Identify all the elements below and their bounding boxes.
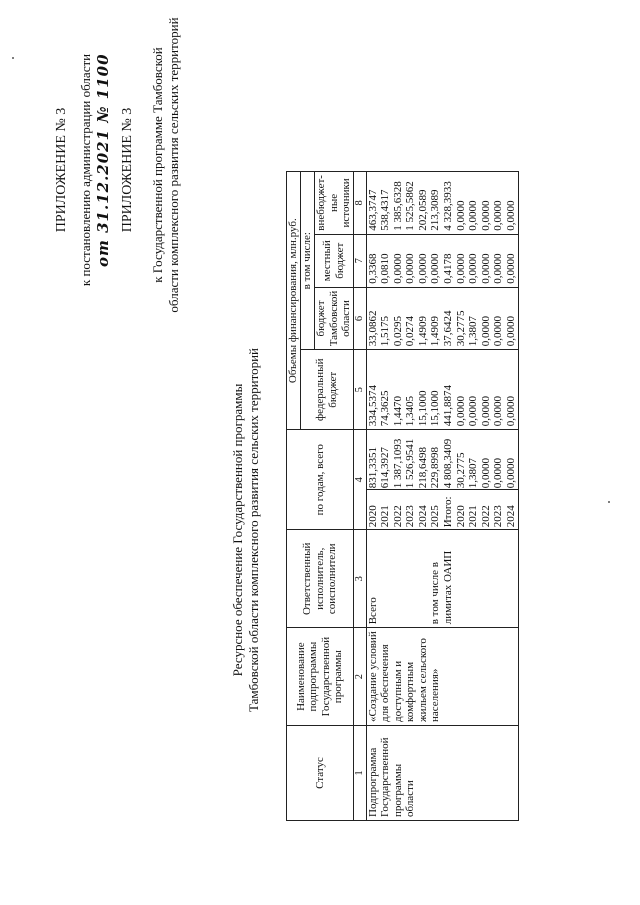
year-label: 2020 [366, 505, 379, 528]
regional-value: 33,0862 [366, 310, 379, 347]
local-value: 0,0000 [505, 253, 518, 284]
year-label: 2021 [467, 505, 480, 528]
local-value: 0,0000 [454, 253, 467, 284]
regional-value: 1,4909 [429, 316, 442, 347]
extra-value: 213,3089 [429, 189, 442, 231]
federal-value: 0,0000 [492, 396, 505, 427]
total-value: 831,3351 [366, 447, 379, 489]
regional-value: 0,0274 [404, 316, 417, 347]
year-label: 2025 [429, 505, 442, 528]
year-label: 2020 [454, 505, 467, 528]
regional-value: 37,6424 [442, 310, 455, 347]
local-value: 0,0000 [391, 253, 404, 284]
executor-cell [366, 530, 518, 628]
decree-date-handwritten: от 31.12.2021 № 1100 [94, 53, 112, 267]
local-column [366, 234, 518, 287]
column-number: 3 [353, 530, 366, 628]
local-value: 0,4178 [442, 253, 455, 284]
extra-value: 538,4317 [379, 189, 392, 231]
regional-value: 0,0000 [479, 316, 492, 347]
document-title-line2: Тамбовской области комплексного развития сельских территорий [246, 347, 261, 713]
column-number: 2 [353, 628, 366, 726]
subprogram-line: доступным и [391, 660, 404, 722]
total-value: 1,3807 [467, 458, 480, 489]
subprogram-line: населения» [429, 668, 442, 722]
scan-speck [608, 501, 610, 503]
header-federal: федеральный бюджет [301, 350, 354, 430]
federal-value: 0,0000 [454, 396, 467, 427]
local-value: 0,0810 [379, 253, 392, 284]
year-label: 2024 [416, 505, 429, 528]
regional-value: 0,0000 [492, 316, 505, 347]
year-label: Итого: [442, 496, 455, 528]
extra-value: 1 385,6328 [391, 181, 404, 231]
total-by-year-column [366, 430, 518, 490]
federal-value: 15,1000 [416, 390, 429, 427]
regional-value: 1,4909 [416, 316, 429, 347]
status-line: Подпрограмма [366, 747, 379, 817]
year-label: 2022 [391, 505, 404, 528]
header-by-year: по годам, всего [287, 430, 354, 530]
document-title-line1: Ресурсное обеспечение Государственной программы [230, 383, 245, 677]
extra-value: 0,0000 [467, 200, 480, 231]
extra-value: 0,0000 [492, 200, 505, 231]
local-value: 0,0000 [479, 253, 492, 284]
subprogram-line: жильем сельского [416, 638, 429, 722]
header-subprogram: Наименование подпрограммы Государственной программы [287, 628, 354, 726]
federal-value: 15,1000 [429, 390, 442, 427]
appendix-title: ПРИЛОЖЕНИЕ № 3 [54, 107, 69, 233]
column-number: 5 [353, 350, 366, 430]
local-value: 0,0000 [404, 253, 417, 284]
resource-table [286, 171, 519, 821]
total-value: 218,6498 [416, 447, 429, 489]
local-value: 0,0000 [492, 253, 505, 284]
regional-value: 1,3807 [467, 316, 480, 347]
years-column [366, 490, 518, 530]
executor-oaip-line: в том числе в [429, 562, 442, 625]
extra-value: 202,0589 [416, 189, 429, 231]
federal-value: 0,0000 [467, 396, 480, 427]
federal-value: 1,4470 [391, 396, 404, 427]
status-line: Государственной [379, 737, 392, 817]
regional-value: 30,2775 [454, 310, 467, 347]
total-value: 4 808,3409 [442, 438, 455, 489]
status-line: программы [391, 763, 404, 817]
header-local: местный бюджет [315, 234, 354, 287]
year-label: 2021 [379, 505, 392, 528]
federal-value: 0,0000 [505, 396, 518, 427]
subprogram-line: комфортным [404, 661, 417, 722]
regional-value: 0,0000 [505, 316, 518, 347]
executor-total-label: Всего [366, 597, 379, 625]
regional-value: 0,0295 [391, 316, 404, 347]
regional-column [366, 287, 518, 350]
extra-value: 1 525,5862 [404, 181, 417, 231]
total-value: 0,0000 [479, 458, 492, 489]
scan-speck [12, 57, 14, 59]
total-value: 30,2775 [454, 452, 467, 489]
extra-value: 4 328,3933 [442, 181, 455, 231]
federal-value: 441,8874 [442, 385, 455, 427]
federal-column [366, 350, 518, 430]
header-funding: Объемы финансирования, млн.руб. [287, 172, 301, 430]
appendix-title-2: ПРИЛОЖЕНИЕ № 3 [120, 107, 135, 233]
decree-reference: к постановлению администрации области [78, 53, 93, 287]
regional-value: 1,5175 [379, 316, 392, 347]
program-reference-line2: области комплексного развития сельских территорий [166, 17, 181, 313]
year-label: 2023 [492, 505, 505, 528]
header-executor: Ответственный исполнитель, соисполнители [287, 530, 354, 628]
header-status: Статус [287, 726, 354, 821]
extra-value: 0,0000 [505, 200, 518, 231]
total-value: 229,8998 [429, 447, 442, 489]
total-value: 1 387,1093 [391, 438, 404, 489]
subprogram-line: «Создание условий [366, 631, 379, 722]
total-value: 0,0000 [492, 458, 505, 489]
federal-value: 1,3405 [404, 396, 417, 427]
spacer [379, 533, 429, 624]
column-number: 4 [353, 430, 366, 530]
year-label: 2024 [505, 505, 518, 528]
column-number: 7 [353, 234, 366, 287]
local-value: 0,0000 [429, 253, 442, 284]
header-regional: бюджет Тамбовской области [315, 287, 354, 350]
federal-value: 334,5374 [366, 385, 379, 427]
subprogram-line: для обеспечения [379, 644, 392, 722]
federal-value: 0,0000 [479, 396, 492, 427]
extra-value: 463,3747 [366, 189, 379, 231]
column-number: 6 [353, 287, 366, 350]
header-extra: внебюджет- ные источники [315, 172, 354, 235]
federal-value: 74,3625 [379, 390, 392, 427]
program-reference-line1: к Государственной программе Тамбовской [150, 47, 165, 283]
extra-column [366, 172, 518, 235]
executor-oaip-line: лимитах ОАИП [441, 550, 454, 625]
column-number: 8 [353, 172, 366, 235]
local-value: 0,0000 [416, 253, 429, 284]
year-label: 2022 [479, 505, 492, 528]
local-value: 0,0000 [467, 253, 480, 284]
subprogram-cell [366, 628, 518, 726]
extra-value: 0,0000 [479, 200, 492, 231]
header-including: в том числе: [301, 172, 315, 350]
extra-value: 0,0000 [454, 200, 467, 231]
status-line: области [404, 780, 417, 817]
total-value: 1 526,9541 [404, 438, 417, 489]
year-label: 2023 [404, 505, 417, 528]
status-cell [366, 726, 518, 821]
local-value: 0,3368 [366, 253, 379, 284]
total-value: 0,0000 [505, 458, 518, 489]
column-number: 1 [353, 726, 366, 821]
total-value: 614,3927 [379, 447, 392, 489]
